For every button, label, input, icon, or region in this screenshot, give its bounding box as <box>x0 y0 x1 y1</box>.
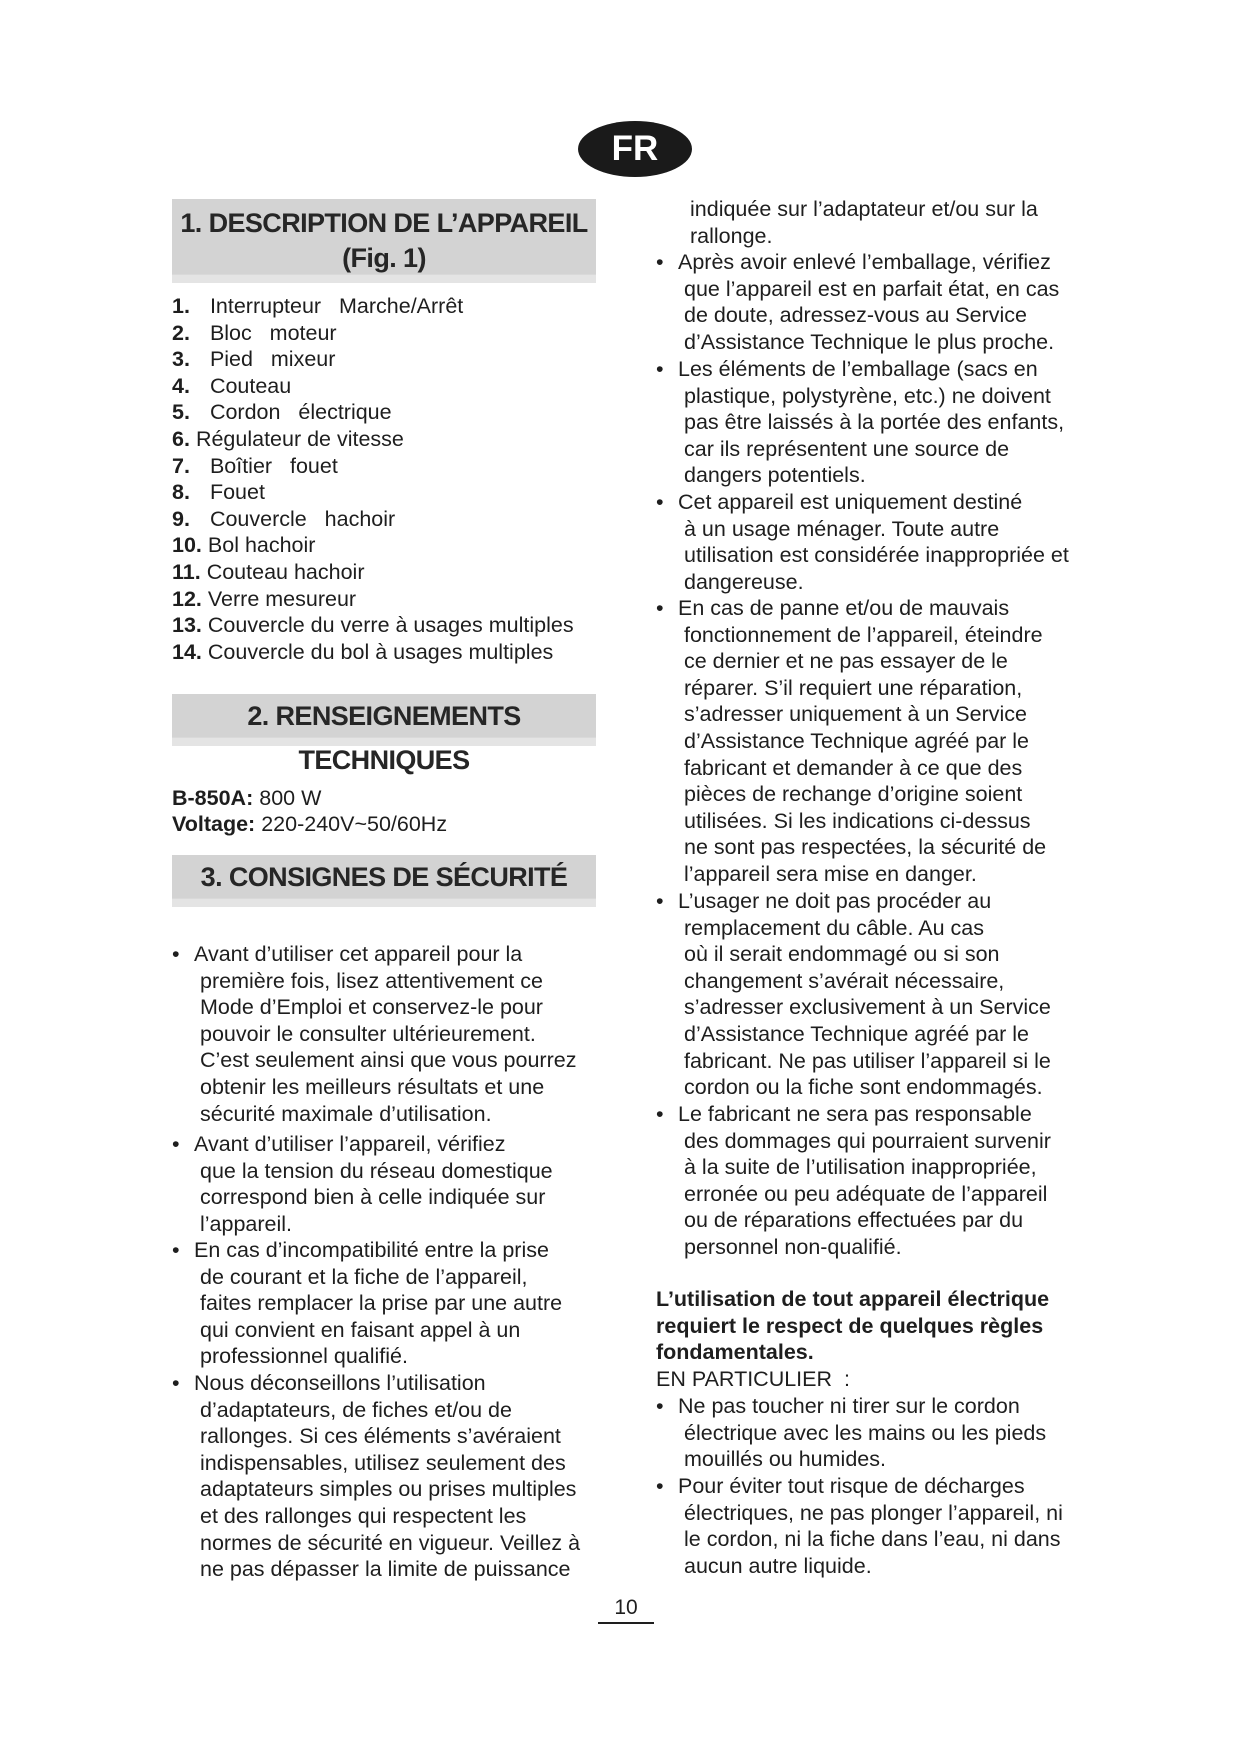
parts-list-number: 5. <box>172 400 190 425</box>
parts-list-number: 7. <box>172 453 190 478</box>
parts-list-item <box>172 321 337 346</box>
text-line: Nous déconseillons l’utilisation <box>194 1371 486 1395</box>
text-line: C’est seulement ainsi que vous pourrez <box>200 1048 577 1073</box>
text-line: à un usage ménager. Toute autre <box>684 516 1000 541</box>
parts-list-label: Bol hachoir <box>207 533 316 558</box>
text-line: pas être laissés à la portée des enfants, <box>684 410 1065 435</box>
text-line: rallonge. <box>690 223 773 248</box>
parts-list-label: Couvercle hachoir <box>209 506 396 531</box>
parts-list-label: Couvercle du bol à usages multiples <box>207 639 554 664</box>
bullet-text <box>678 888 1104 1101</box>
text-line: indispensables, utilisez seulement des <box>200 1450 566 1475</box>
parts-list-label: Verre mesureur <box>207 586 357 611</box>
parts-list-number: 14. <box>172 639 202 664</box>
text-line: Pour éviter tout risque de décharges <box>678 1474 1025 1498</box>
text-line: ce dernier et ne pas essayer de le <box>684 649 1008 674</box>
text-line: fabricant et demander à ce que des <box>684 755 1023 780</box>
bullet-text <box>678 489 1104 595</box>
bullet-dot: • <box>656 250 664 274</box>
parts-list-number: 12. <box>172 586 202 611</box>
spec-model <box>172 786 321 811</box>
text-line: dangereuse. <box>684 569 804 594</box>
section2-heading <box>172 694 596 775</box>
parts-list-item <box>172 454 338 479</box>
text-line: s’adresser exclusivement à un Service <box>684 995 1051 1020</box>
parts-list-label: Couvercle du verre à usages multiples <box>207 613 574 638</box>
bullet-dot: • <box>656 1102 664 1126</box>
text-line: fondamentales. <box>656 1340 814 1365</box>
bullet-dot: • <box>172 1132 180 1156</box>
spec-voltage-value: 220-240V~50/60Hz <box>261 812 448 836</box>
text-line: fonctionnement de l’appareil, éteindre <box>684 622 1043 647</box>
text-line: ne sont pas respectées, la sécurité de <box>684 835 1047 860</box>
text-line: que la tension du réseau domestique <box>200 1158 553 1183</box>
text-line: Mode d’Emploi et conservez-le pour <box>200 995 543 1020</box>
spec-model-value: 800 W <box>259 786 322 810</box>
bullet-dot: • <box>172 942 180 966</box>
parts-list-label: Interrupteur Marche/Arrêt <box>209 294 464 318</box>
continuation-text <box>690 196 1130 249</box>
text-line: professionnel qualifié. <box>200 1344 408 1369</box>
parts-list-item <box>172 480 265 505</box>
bullet-dot: • <box>656 490 664 514</box>
bullet-text <box>678 249 1104 355</box>
text-line: En cas de panne et/ou de mauvais <box>678 596 1010 620</box>
bullet-text <box>678 356 1104 489</box>
parts-list-item <box>172 533 315 558</box>
text-line: d’Assistance Technique agréé par le <box>684 1021 1030 1046</box>
bullet-text <box>194 941 620 1127</box>
text-line: normes de sécurité en vigueur. Veillez à <box>200 1530 581 1555</box>
text-line: plastique, polystyrène, etc.) ne doivent <box>684 383 1051 408</box>
parts-list-item <box>172 587 356 612</box>
parts-list-number: 4. <box>172 373 190 398</box>
text-line: l’appareil sera mise en danger. <box>684 861 977 886</box>
text-line: erronée ou peu adéquate de l’appareil <box>684 1181 1048 1206</box>
parts-list-label: Fouet <box>209 480 265 505</box>
text-line: personnel non-qualifié. <box>684 1234 902 1259</box>
text-line: dangers potentiels. <box>684 463 866 488</box>
parts-list-item <box>172 347 335 372</box>
text-line: Avant d’utiliser cet appareil pour la <box>194 942 523 966</box>
bullet-text <box>194 1370 620 1583</box>
text-line: mouillés ou humides. <box>684 1447 886 1472</box>
text-line: Le fabricant ne sera pas responsable <box>678 1102 1032 1126</box>
text-line: d’adaptateurs, de fiches et/ou de <box>200 1397 512 1422</box>
bullet-text <box>194 1131 620 1237</box>
parts-list-number: 6. <box>172 427 190 451</box>
text-line: que l’appareil est en parfait état, en cas <box>684 276 1060 301</box>
text-line: pouvoir le consulter ultérieurement. <box>200 1021 536 1046</box>
text-line: car ils représentent une source de <box>684 436 1010 461</box>
text-line: rallonges. Si ces éléments s’avéraient <box>200 1424 561 1449</box>
text-line: Ne pas toucher ni tirer sur le cordon <box>678 1394 1020 1418</box>
page-number: 10 <box>598 1596 654 1624</box>
text-line: Après avoir enlevé l’emballage, vérifiez <box>678 250 1051 274</box>
text-line: des dommages qui pourraient survenir <box>684 1128 1051 1153</box>
parts-list-item <box>172 294 463 319</box>
parts-list-item <box>172 613 574 638</box>
bullet-text <box>656 1286 1096 1366</box>
text-line: utilisées. Si les indications ci-dessus <box>684 808 1031 833</box>
bullet-dot: • <box>172 1371 180 1395</box>
text-line: adaptateurs simples ou prises multiples <box>200 1477 577 1502</box>
bullet-text <box>678 1473 1104 1579</box>
text-line: Les éléments de l’emballage (sacs en <box>678 357 1038 381</box>
section3-heading <box>172 855 596 907</box>
parts-list-item <box>172 507 395 532</box>
text-line: le cordon, ni la fiche dans l’eau, ni dans <box>684 1527 1061 1552</box>
text-line: cordon ou la fiche sont endommagés. <box>684 1075 1043 1100</box>
text-line: électrique avec les mains ou les pieds <box>684 1420 1047 1445</box>
bold-note <box>656 1286 1096 1366</box>
bullet-text <box>678 1393 1104 1473</box>
text-line: ne pas dépasser la limite de puissance <box>200 1557 571 1582</box>
text-line: En cas d’incompatibilité entre la prise <box>194 1238 549 1262</box>
text-line: L’usager ne doit pas procéder au <box>678 889 992 913</box>
text-line: Avant d’utiliser l’appareil, vérifiez <box>194 1132 506 1156</box>
text-line: où il serait endommagé ou si son <box>684 942 1000 967</box>
text-line: faites remplacer la prise par une autre <box>200 1291 563 1316</box>
text-line: électriques, ne pas plonger l’appareil, ni <box>684 1500 1063 1525</box>
text-line: sécurité maximale d’utilisation. <box>200 1101 492 1126</box>
parts-list-item <box>172 400 392 425</box>
section1-title-line1: 1. DESCRIPTION DE L’APPAREIL <box>180 208 588 238</box>
parts-list-number: 2. <box>172 320 190 345</box>
text-line: de doute, adressez-vous au Service <box>684 303 1028 328</box>
parts-list-item <box>172 640 553 665</box>
en-particulier-text: EN PARTICULIER : <box>656 1367 850 1391</box>
parts-list-label: Couteau <box>209 373 292 398</box>
text-line: d’Assistance Technique agréé par le <box>684 728 1030 753</box>
bullet-text <box>194 1237 620 1370</box>
text-line: correspond bien à celle indiquée sur <box>200 1185 546 1210</box>
bullet-dot: • <box>172 1238 180 1262</box>
text-line: s’adresser uniquement à un Service <box>684 702 1027 727</box>
parts-list-label: Régulateur de vitesse <box>195 427 404 451</box>
parts-list-label: Pied mixeur <box>209 347 336 372</box>
parts-list-label: Couteau hachoir <box>206 560 365 584</box>
parts-list-item <box>172 374 291 399</box>
text-line: ou de réparations effectuées par du <box>684 1208 1024 1233</box>
text-line: requiert le respect de quelques règles <box>656 1313 1044 1338</box>
text-line: à la suite de l’utilisation inappropriée, <box>684 1155 1037 1180</box>
bullet-dot: • <box>656 1394 664 1418</box>
section3-title: 3. CONSIGNES DE SÉCURITÉ <box>200 862 568 892</box>
parts-list-number: 11. <box>172 560 201 584</box>
bullet-dot: • <box>656 889 664 913</box>
bullet-dot: • <box>656 357 664 381</box>
bullet-dot: • <box>656 596 664 620</box>
text-line: obtenir les meilleurs résultats et une <box>200 1074 545 1099</box>
language-badge: FR <box>578 121 692 177</box>
text-line: indiquée sur l’adaptateur et/ou sur la <box>690 197 1038 221</box>
spec-voltage <box>172 812 447 837</box>
text-line: qui convient en faisant appel à un <box>200 1317 521 1342</box>
text-line: pièces de rechange d’origine soient <box>684 782 1023 807</box>
text-line: L’utilisation de tout appareil électrique <box>656 1287 1050 1311</box>
parts-list-number: 10. <box>172 533 202 558</box>
text-line: changement s’avérait nécessaire, <box>684 968 1005 993</box>
parts-list-number: 9. <box>172 506 190 531</box>
text-line: remplacement du câble. Au cas <box>684 915 984 940</box>
text-line: utilisation est considérée inappropriée et <box>684 543 1069 568</box>
section1-heading <box>172 199 596 283</box>
text-line: fabricant. Ne pas utiliser l’appareil si le <box>684 1048 1051 1073</box>
parts-list-number: 1. <box>172 294 190 318</box>
parts-list-item <box>172 427 404 452</box>
en-particulier <box>656 1366 1096 1393</box>
text-line: réparer. S’il requiert une réparation, <box>684 675 1023 700</box>
text-line: d’Assistance Technique le plus proche. <box>684 329 1055 354</box>
bullet-text <box>690 196 1130 249</box>
text-line: de courant et la fiche de l’appareil, <box>200 1264 528 1289</box>
parts-list-label: Bloc moteur <box>209 320 337 345</box>
bullet-text <box>678 1101 1104 1261</box>
text-line: l’appareil. <box>200 1211 293 1236</box>
text-line: et des rallonges qui respectent les <box>200 1503 527 1528</box>
section2-title: 2. RENSEIGNEMENTS TECHNIQUES <box>247 701 521 775</box>
section1-title-line2: (Fig. 1) <box>342 243 426 273</box>
text-line: Cet appareil est uniquement destiné <box>678 490 1023 514</box>
spec-voltage-label: Voltage: <box>172 812 256 836</box>
bullet-text <box>678 595 1104 888</box>
parts-list-number: 13. <box>172 613 202 638</box>
parts-list-number: 3. <box>172 347 190 372</box>
text-line: aucun autre liquide. <box>684 1553 872 1578</box>
parts-list-number: 8. <box>172 480 190 505</box>
parts-list-item <box>172 560 364 585</box>
spec-model-label: B-850A: <box>172 786 254 810</box>
text-line: première fois, lisez attentivement ce <box>200 968 543 993</box>
parts-list-label: Boîtier fouet <box>209 453 338 478</box>
parts-list-label: Cordon électrique <box>209 400 392 425</box>
bullet-dot: • <box>656 1474 664 1498</box>
